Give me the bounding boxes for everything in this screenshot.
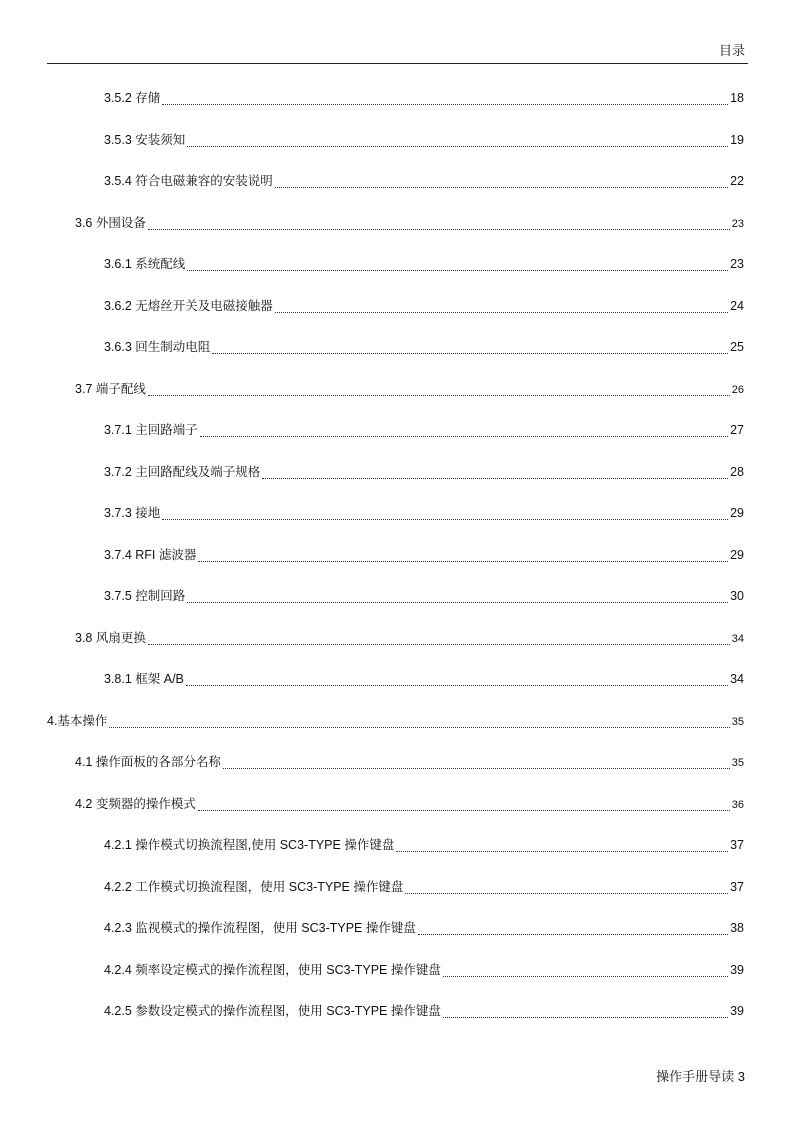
toc-entry-title: 4.1 操作面板的各部分名称 <box>75 755 221 769</box>
dot-leader <box>148 395 730 396</box>
toc-entry[interactable] <box>75 379 744 399</box>
toc-entry-title: 3.7.1 主回路端子 <box>104 423 198 437</box>
toc-entry-page-number: 28 <box>730 465 744 479</box>
toc-entry-title: 3.5.4 符合电磁兼容的安装说明 <box>104 174 273 188</box>
toc-entry-title: 3.6.2 无熔丝开关及电磁接触器 <box>104 299 273 313</box>
dot-leader <box>162 519 728 520</box>
toc-entry[interactable] <box>104 835 744 855</box>
toc-entry[interactable] <box>75 752 744 772</box>
toc-entry-title: 3.5.3 安装须知 <box>104 133 186 147</box>
toc-entry-page-number: 23 <box>730 257 744 271</box>
dot-leader <box>223 768 730 769</box>
toc-entry-page-number: 29 <box>730 506 744 520</box>
toc-entry-page-number: 23 <box>731 218 744 230</box>
page-header-title: 目录 <box>718 43 745 58</box>
toc-entry[interactable] <box>104 88 744 108</box>
toc-entry-title: 3.7.2 主回路配线及端子规格 <box>104 465 261 479</box>
toc-entry-title: 3.6.1 系统配线 <box>104 257 186 271</box>
toc-entry-title: 4.基本操作 <box>47 714 108 728</box>
toc-entry-title: 3.7.5 控制回路 <box>104 589 186 603</box>
dot-leader <box>443 976 728 977</box>
dot-leader <box>275 312 728 313</box>
dot-leader <box>418 934 728 935</box>
toc-entry[interactable] <box>104 171 744 191</box>
toc-entry[interactable] <box>104 462 744 482</box>
dot-leader <box>198 561 728 562</box>
toc-entry-page-number: 34 <box>730 672 744 686</box>
toc-entry[interactable] <box>104 669 744 689</box>
toc-entry-page-number: 24 <box>730 299 744 313</box>
toc-entry-page-number: 39 <box>730 963 744 977</box>
toc-entry-title: 4.2.5 参数设定模式的操作流程图，使用 SC3-TYPE 操作键盘 <box>104 1004 441 1018</box>
toc-entry-title: 3.7.4 RFI 滤波器 <box>104 548 197 562</box>
toc-entry[interactable] <box>104 1001 744 1021</box>
dot-leader <box>200 436 728 437</box>
toc-entry-title: 3.7 端子配线 <box>75 382 146 396</box>
dot-leader <box>162 104 728 105</box>
dot-leader <box>198 810 730 811</box>
toc-entry-page-number: 18 <box>730 91 744 105</box>
toc-entry-page-number: 26 <box>731 384 744 396</box>
toc-entry[interactable] <box>104 337 744 357</box>
toc-entry-page-number: 22 <box>730 174 744 188</box>
toc-entry-page-number: 27 <box>730 423 744 437</box>
toc-entry[interactable] <box>104 960 744 980</box>
toc-entry[interactable] <box>104 877 744 897</box>
dot-leader <box>148 644 730 645</box>
toc-entry[interactable] <box>104 254 744 274</box>
toc-entry-title: 4.2.3 监视模式的操作流程图，使用 SC3-TYPE 操作键盘 <box>104 921 416 935</box>
dot-leader <box>275 187 728 188</box>
toc-entry[interactable] <box>104 420 744 440</box>
toc-entry-title: 3.6.3 回生制动电阻 <box>104 340 211 354</box>
toc-entry-page-number: 37 <box>730 838 744 852</box>
header-divider <box>47 63 748 64</box>
toc-entry-page-number: 34 <box>731 633 744 645</box>
toc-entry-title: 3.8.1 框架 A/B <box>104 672 184 686</box>
toc-entry-page-number: 37 <box>730 880 744 894</box>
dot-leader <box>262 478 728 479</box>
toc-entry-page-number: 39 <box>730 1004 744 1018</box>
toc-entry[interactable] <box>75 213 744 233</box>
dot-leader <box>405 893 728 894</box>
toc-entry[interactable] <box>75 628 744 648</box>
toc-entry-title: 4.2.2 工作模式切换流程图，使用 SC3-TYPE 操作键盘 <box>104 880 404 894</box>
toc-entry-title: 3.7.3 接地 <box>104 506 161 520</box>
dot-leader <box>148 229 730 230</box>
toc-entry[interactable] <box>104 586 744 606</box>
dot-leader <box>443 1017 728 1018</box>
toc-entry[interactable] <box>47 711 744 731</box>
dot-leader <box>187 270 728 271</box>
dot-leader <box>212 353 728 354</box>
dot-leader <box>187 146 728 147</box>
toc-entry-title: 4.2 变频器的操作模式 <box>75 797 196 811</box>
dot-leader <box>396 851 728 852</box>
toc-entry[interactable] <box>75 794 744 814</box>
toc-entry-page-number: 35 <box>731 716 744 728</box>
toc-entry-page-number: 29 <box>730 548 744 562</box>
page-footer: 操作手册导读 3 <box>656 1069 745 1084</box>
dot-leader <box>187 602 728 603</box>
toc-entry[interactable] <box>104 545 744 565</box>
toc-entry-title: 3.8 风扇更换 <box>75 631 146 645</box>
dot-leader <box>109 727 729 728</box>
toc-entry-page-number: 25 <box>730 340 744 354</box>
toc-entry-page-number: 35 <box>731 757 744 769</box>
toc-entry-page-number: 38 <box>730 921 744 935</box>
toc-entry[interactable] <box>104 918 744 938</box>
toc-entry-title: 4.2.4 频率设定模式的操作流程图，使用 SC3-TYPE 操作键盘 <box>104 963 441 977</box>
toc-entry-page-number: 36 <box>731 799 744 811</box>
toc-entry-title: 4.2.1 操作模式切换流程图,使用 SC3-TYPE 操作键盘 <box>104 838 395 852</box>
toc-entry-title: 3.5.2 存储 <box>104 91 161 105</box>
toc-entry-title: 3.6 外围设备 <box>75 216 146 230</box>
toc-entry[interactable] <box>104 130 744 150</box>
dot-leader <box>186 685 728 686</box>
toc-entry[interactable] <box>104 296 744 316</box>
toc-entry-page-number: 30 <box>730 589 744 603</box>
toc-entry-page-number: 19 <box>730 133 744 147</box>
toc-entry[interactable] <box>104 503 744 523</box>
